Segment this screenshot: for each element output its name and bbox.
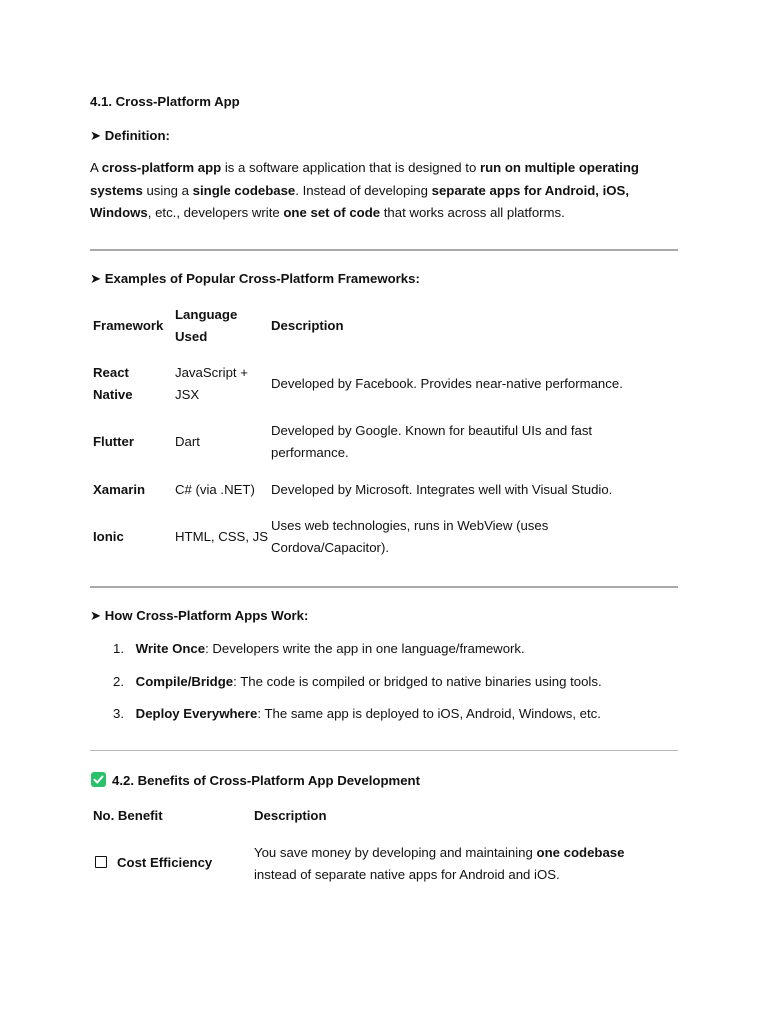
table-cell-benefit — [95, 852, 212, 874]
definition-paragraph: A cross-platform app is a software application that is designed to run on multiple operating systems using a single codebase. Instead of developing separate apps for Android, iOS, Windows, etc., developers write one set of code that works across all platforms. — [90, 160, 639, 220]
table-header: Description — [254, 808, 327, 823]
table-cell-framework: React Native — [93, 365, 133, 402]
section-title-benefits — [91, 772, 420, 788]
table-header: No. Benefit — [93, 808, 163, 823]
list-term: Deploy Everywhere — [135, 706, 258, 721]
table-cell-description: Developed by Google. Known for beautiful UIs and fast performance. — [271, 423, 593, 460]
table-cell-language: Dart — [175, 434, 200, 449]
benefits-title-text: 4.2. Benefits of Cross-Platform App Development — [112, 773, 421, 788]
table-cell-language: JavaScript + JSX — [175, 365, 248, 402]
table-cell-language: C# (via .NET) — [175, 482, 255, 497]
list-number: 1. — [113, 641, 124, 656]
table-cell-framework: Ionic — [93, 529, 124, 544]
table-cell-framework: Flutter — [93, 434, 135, 449]
divider — [90, 750, 678, 751]
table-header: Framework — [93, 318, 164, 333]
list-text: : The same app is deployed to iOS, Android, Windows, etc. — [257, 706, 601, 721]
square-icon — [95, 856, 107, 868]
table-header: Language Used — [175, 307, 238, 344]
benefit-label: Cost Efficiency — [117, 855, 213, 870]
table-cell-description: Developed by Facebook. Provides near-native performance. — [271, 376, 623, 391]
table-cell-framework: Xamarin — [93, 482, 146, 497]
table-header: Description — [271, 318, 344, 333]
frameworks-heading: ➤ Examples of Popular Cross-Platform Frameworks: — [90, 271, 420, 286]
list-number: 2. — [113, 674, 124, 689]
list-item — [113, 706, 601, 721]
divider — [90, 249, 678, 251]
table-cell-language: HTML, CSS, JS — [175, 529, 269, 544]
table-cell-description: Uses web technologies, runs in WebView (uses Cordova/Capacitor). — [271, 518, 549, 555]
definition-heading: ➤ Definition: — [90, 128, 170, 143]
list-text: : Developers write the app in one language/framework. — [205, 641, 525, 656]
table-cell-description: You save money by developing and maintaining one codebase instead of separate native apps for Android and iOS. — [254, 845, 625, 882]
list-text: : The code is compiled or bridged to native binaries using tools. — [233, 674, 602, 689]
section-title: 4.1. Cross-Platform App — [90, 94, 240, 109]
how-it-works-heading: ➤ How Cross-Platform Apps Work: — [90, 608, 309, 623]
table-cell-description: Developed by Microsoft. Integrates well with Visual Studio. — [271, 482, 613, 497]
list-term: Write Once — [135, 641, 206, 656]
list-item — [113, 674, 602, 689]
divider — [90, 586, 678, 588]
list-item — [113, 641, 525, 656]
list-number: 3. — [113, 706, 124, 721]
list-term: Compile/Bridge — [135, 674, 234, 689]
check-box-icon — [91, 772, 106, 787]
